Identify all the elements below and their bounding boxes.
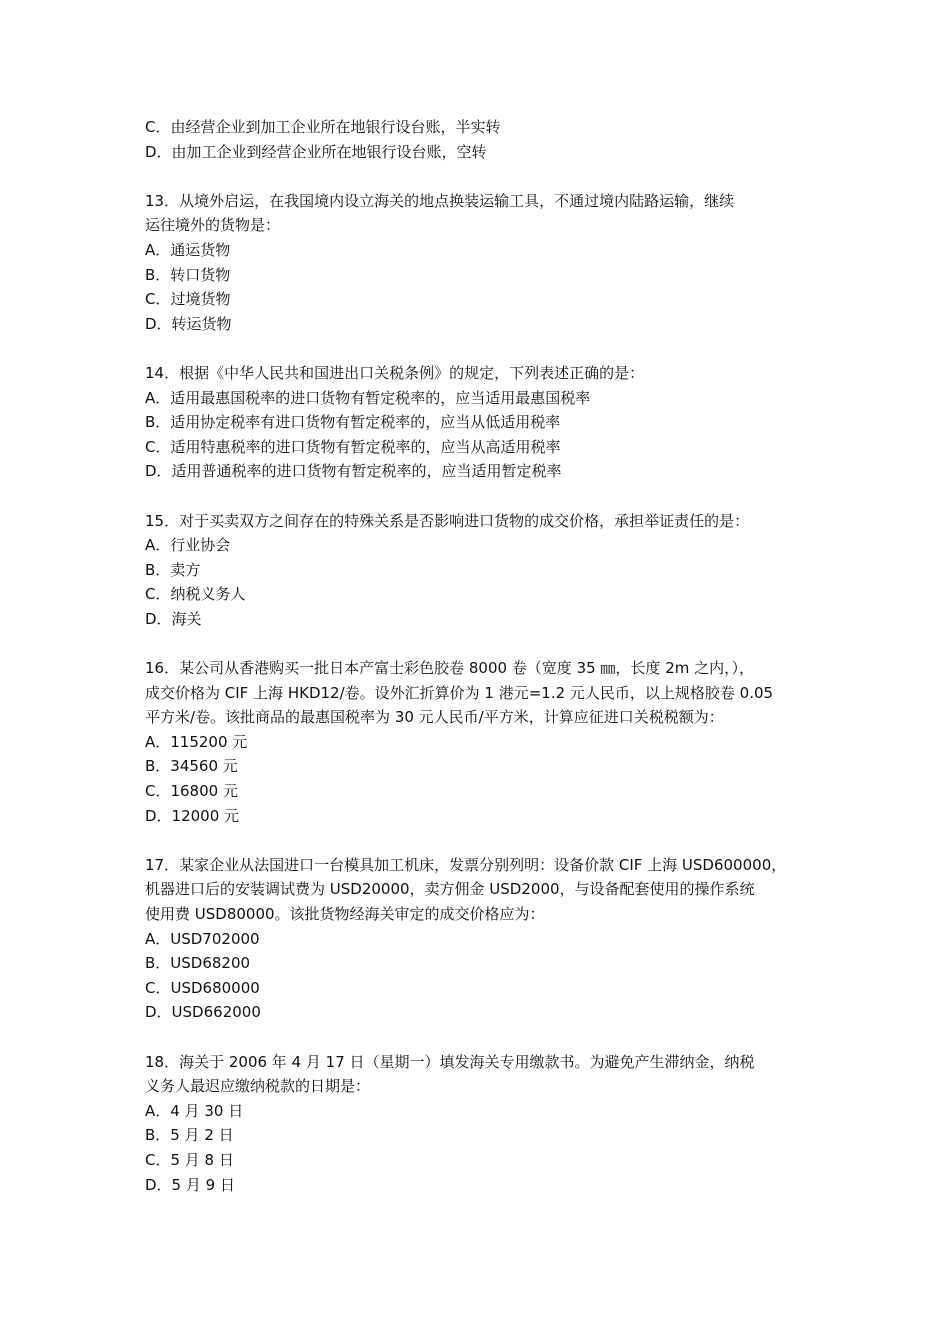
question-stem-line: 14．根据《中华人民共和国进出口关税条例》的规定，下列表述正确的是： bbox=[145, 363, 645, 382]
question-stem-line: 16．某公司从香港购买一批日本产富士彩色胶卷 8000 卷（宽度 35 ㎜，长度 2m 之内，）， bbox=[145, 659, 755, 678]
question-17 bbox=[145, 853, 815, 1025]
option-b: B．转口货物 bbox=[145, 265, 231, 284]
option-d: D．USD662000 bbox=[145, 1003, 261, 1022]
option-a: A．4 月 30 日 bbox=[145, 1101, 244, 1120]
option-b: B．卖方 bbox=[145, 560, 201, 579]
option-a: A．通运货物 bbox=[145, 240, 231, 259]
question-stem-line: 17．某家企业从法国进口一台模具加工机床，发票分别列明：设备价款 CIF 上海 USD600000， bbox=[145, 855, 787, 874]
option-d: D．转运货物 bbox=[145, 314, 232, 333]
question-14 bbox=[145, 361, 815, 484]
question-18 bbox=[145, 1050, 815, 1198]
question-13 bbox=[145, 189, 815, 337]
option-a: A．行业协会 bbox=[145, 536, 231, 555]
option-d: D．海关 bbox=[145, 609, 202, 628]
document-page bbox=[145, 115, 815, 1222]
option-c: C．16800 元 bbox=[145, 782, 238, 801]
question-stem-line: 运往境外的货物是： bbox=[145, 216, 281, 235]
option-b: B．5 月 2 日 bbox=[145, 1126, 234, 1145]
option-c: C．纳税义务人 bbox=[145, 585, 246, 604]
option-c: C．由经营企业到加工企业所在地银行设台账，半实转 bbox=[145, 118, 501, 136]
question-fragment bbox=[145, 115, 815, 164]
question-stem-line: 平方米/卷。该批商品的最惠国税率为 30 元人民币/平方米，计算应征进口关税税额为： bbox=[145, 708, 724, 727]
question-stem-line: 成交价格为 CIF 上海 HKD12/卷。设外汇折算价为 1 港元=1.2 元人民币，以上规格胶卷 0.05 bbox=[145, 683, 774, 702]
option-d: D．适用普通税率的进口货物有暂定税率的，应当适用暂定税率 bbox=[145, 462, 562, 481]
option-b: B．适用协定税率有进口货物有暂定税率的，应当从低适用税率 bbox=[145, 413, 561, 432]
question-stem-line: 机器进口后的安装调试费为 USD20000，卖方佣金 USD2000，与设备配套使用的操作系统 bbox=[145, 880, 755, 899]
question-stem-line: 18．海关于 2006 年 4 月 17 日（星期一）填发海关专用缴款书。为避免产生滞纳金，纳税 bbox=[145, 1052, 755, 1071]
option-a: A．适用最惠国税率的进口货物有暂定税率的，应当适用最惠国税率 bbox=[145, 388, 591, 407]
option-a: A．115200 元 bbox=[145, 732, 248, 751]
question-16 bbox=[145, 656, 815, 828]
question-15 bbox=[145, 509, 815, 632]
option-c: C．5 月 8 日 bbox=[145, 1150, 234, 1169]
option-d: D．5 月 9 日 bbox=[145, 1175, 235, 1194]
option-c: C．过境货物 bbox=[145, 290, 231, 309]
question-stem-line: 义务人最迟应缴纳税款的日期是： bbox=[145, 1077, 371, 1096]
question-stem-line: 15．对于买卖双方之间存在的特殊关系是否影响进口货物的成交价格，承担举证责任的是： bbox=[145, 511, 750, 530]
option-c: C．适用特惠税率的进口货物有暂定税率的，应当从高适用税率 bbox=[145, 437, 561, 456]
option-b: B．34560 元 bbox=[145, 757, 238, 776]
question-stem-line: 13．从境外启运，在我国境内设立海关的地点换装运输工具，不通过境内陆路运输，继续 bbox=[145, 191, 735, 210]
option-b: B．USD68200 bbox=[145, 954, 251, 973]
option-c: C．USD680000 bbox=[145, 978, 260, 997]
option-a: A．USD702000 bbox=[145, 929, 260, 948]
option-d: D．由加工企业到经营企业所在地银行设台账，空转 bbox=[145, 142, 487, 161]
question-stem-line: 使用费 USD80000。该批货物经海关审定的成交价格应为： bbox=[145, 905, 545, 923]
option-d: D．12000 元 bbox=[145, 806, 240, 825]
